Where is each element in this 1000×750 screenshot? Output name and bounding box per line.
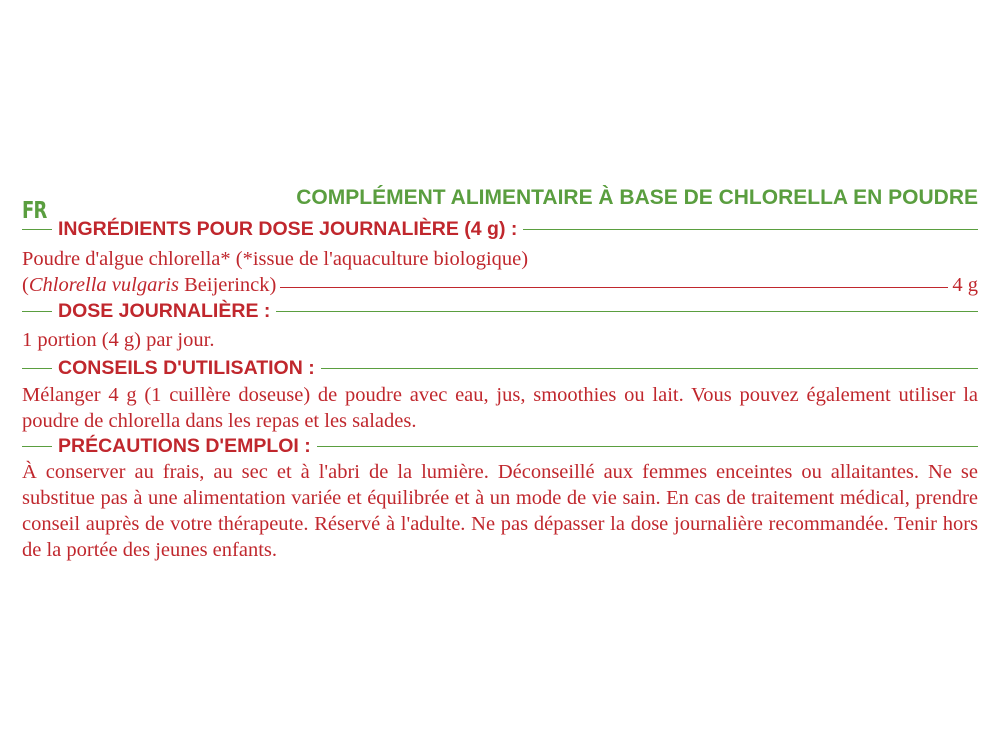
divider [523,229,978,230]
daily-dose-header [22,298,978,324]
product-title: COMPLÉMENT ALIMENTAIRE À BASE DE CHLORELLA EN POUDRE [296,186,978,209]
usage-heading: CONSEILS D'UTILISATION : [58,356,315,379]
latin-name: Chlorella vulgaris [28,274,179,296]
divider [321,368,978,369]
ingredients-heading: INGRÉDIENTS POUR DOSE JOURNALIÈRE (4 g) : [58,217,518,240]
ingredients-body [22,246,978,298]
daily-dose-heading: DOSE JOURNALIÈRE : [58,299,271,322]
daily-dose-text: 1 portion (4 g) par jour. [22,329,215,351]
usage-text: Mélanger 4 g (1 cuillère doseuse) de poudre avec eau, jus, smoothies ou lait. Vous pouvez également utiliser la poudre de chlorella dans les repas et les salades. [22,384,978,432]
divider [276,311,978,312]
divider [317,446,978,447]
language-tag: FR [22,198,47,224]
ingredient-row [22,272,978,298]
precautions-text: À conserver au frais, au sec et à l'abri de la lumière. Déconseillé aux femmes enceintes ou allaitantes. Ne se substitue pas à une alimentation variée et équilibrée et à un mode de vie sain. En cas de traitement médical, prendre conseil auprès de votre thérapeute. Réservé à l'adulte. Ne pas dépasser la dose journalière recommandée. Tenir hors de la portée des jeunes enfants. [22,461,978,561]
ingredients-line: Poudre d'algue chlorella* (*issue de l'aquaculture biologique) [22,248,529,270]
divider [22,368,52,369]
ingredient-quantity: 4 g [952,274,978,296]
precautions-heading: PRÉCAUTIONS D'EMPLOI : [58,434,311,457]
ingredient-latin: (Chlorella vulgaris Beijerinck) [22,274,277,296]
precautions-header [22,433,978,459]
usage-header [22,355,978,381]
ingredients-header [22,216,978,242]
divider [22,229,52,230]
leader-line [280,287,948,288]
divider [22,446,52,447]
divider [22,311,52,312]
